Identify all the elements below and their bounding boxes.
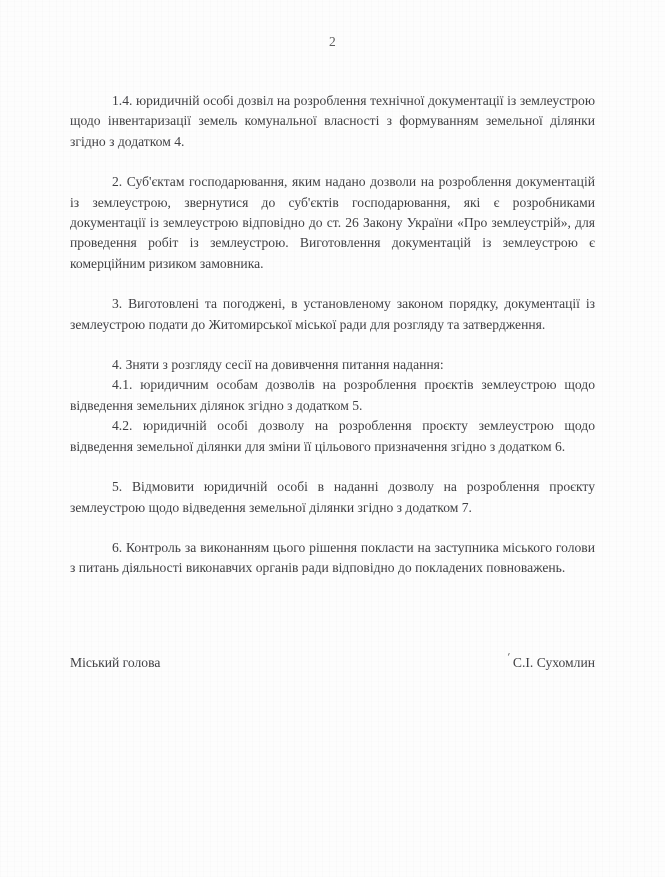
page-content <box>70 0 595 579</box>
paragraph-item-2: 2. Суб'єктам господарювання, яким надано дозволи на розроблення документацій із землеустрою, звернутися до суб'єктів господарювання, які є розробниками документації із землеустрою відповідно до ст. 26 Закону України «Про землеустрій», для проведення робіт із землеустрою. Виготовлення документацій із землеустрою є комерційним ризиком замовника. <box>70 174 595 271</box>
paragraph-item-6: 6. Контроль за виконанням цього рішення покласти на заступника міського голови з питань діяльності виконавчих органів ради відповідно до покладених повноважень. <box>70 539 595 576</box>
signatory-title: Міський голова <box>70 655 161 670</box>
document-body <box>70 50 595 579</box>
paragraph-item-1-4: 1.4. юридичній особі дозвіл на розроблення технічної документації із землеустрою щодо інвентаризації земель комунальної власності з формуванням земельної ділянки згідно з додатком 4. <box>70 93 595 149</box>
signatory-name-wrap <box>505 649 595 671</box>
paragraph-item-4-2: 4.2. юридичній особі дозволу на розроблення проєкту землеустрою щодо відведення земельної ділянки для зміни її цільового призначення згідно з додатком 6. <box>70 418 595 454</box>
paragraph-item-4-1: 4.1. юридичним особам дозволів на розроблення проєктів землеустрою щодо відведення земельних ділянок згідно з додатком 5. <box>70 377 595 413</box>
paragraph-item-5: 5. Відмовити юридичній особі в наданні дозволу на розроблення проєкту землеустрою щодо відведення земельної ділянки згідно з додатком 7. <box>70 479 595 515</box>
page-number: 2 <box>329 34 336 49</box>
paragraph-item-4: 4. Зняти з розгляду сесії на довивчення питання надання: <box>112 357 444 373</box>
paragraph-item-3: 3. Виготовлені та погоджені, в установленому законом порядку, документації із землеустрою подати до Житомирської міської ради для розгляду та затвердження. <box>70 296 595 332</box>
signature-stroke-icon: ʹ <box>505 649 512 665</box>
signatory-name: С.І. Сухомлин <box>512 655 595 670</box>
signature-block <box>70 649 595 671</box>
